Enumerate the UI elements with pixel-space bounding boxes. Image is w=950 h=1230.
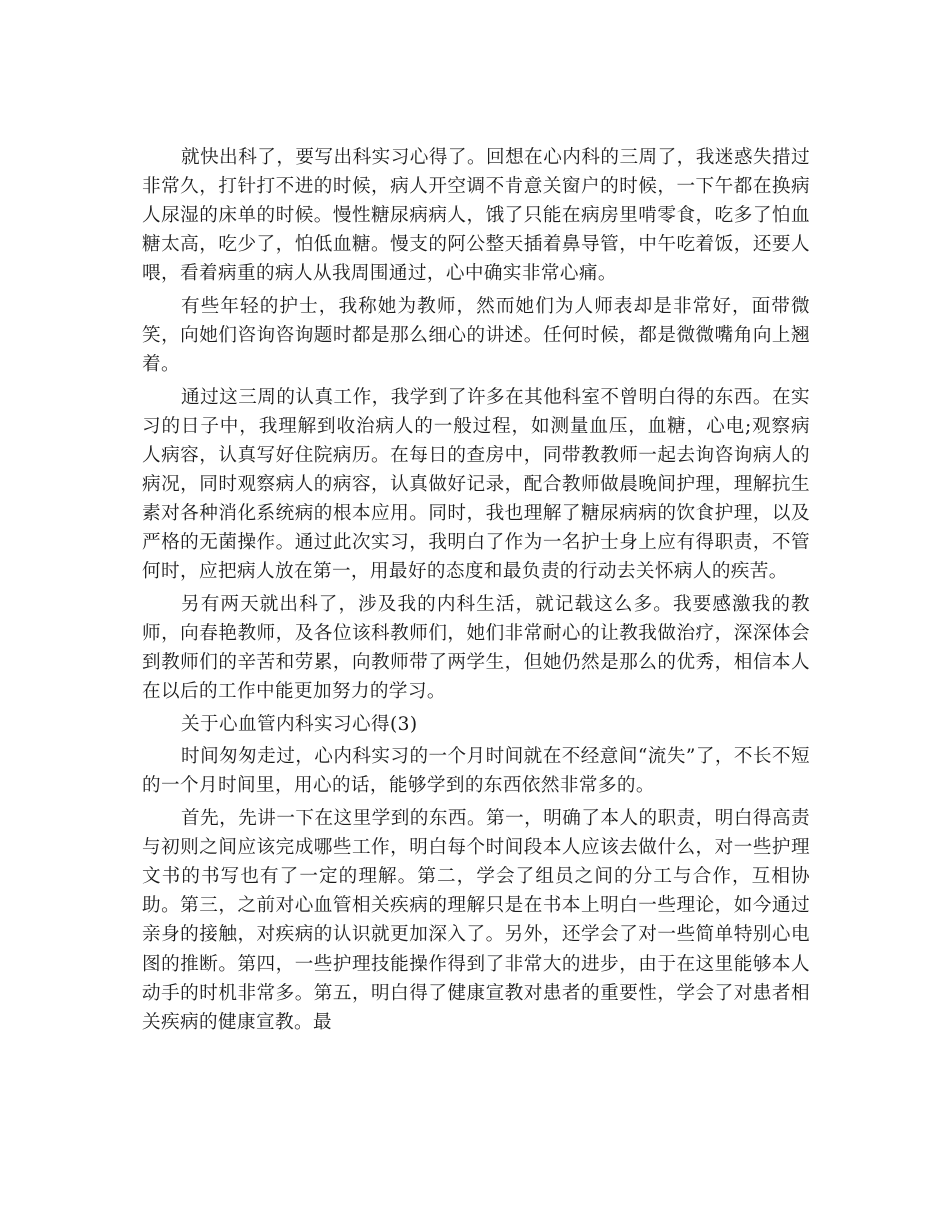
paragraph-2: 有些年轻的护士，我称她为教师，然而她们为人师表却是非常好，面带微笑，向她们咨询咨询题时都是那么细心的讲述。任何时候，都是微微嘴角向上翘着。: [142, 295, 810, 376]
paragraph-1: 就快出科了，要写出科实习心得了。回想在心内科的三周了，我迷惑失措过非常久，打针打不进的时候，病人开空调不肯意关窗户的时候，一下午都在换病人尿湿的床单的时候。慢性糖尿病病人，饿了只能在病房里啃零食，吃多了怕血糖太高，吃少了，怕低血糖。慢支的阿公整天插着鼻导管，中午吃着饭，还要人喂，看着病重的病人从我周围通过，心中确实非常心痛。: [142, 147, 810, 285]
paragraph-5: 时间匆匆走过，心内科实习的一个月时间就在不经意间“流失”了，不长不短的一个月时间里，用心的话，能够学到的东西依然非常多的。: [142, 746, 810, 797]
paragraph-6: 首先，先讲一下在这里学到的东西。第一，明确了本人的职责，明白得高责与初则之间应该完成哪些工作，明白每个时间段本人应该去做什么，对一些护理文书的书写也有了一定的理解。第二，学会了组员之间的分工与合作，互相协助。第三，之前对心血管相关疾病的理解只是在书本上明白一些理论，如今通过亲身的接触，对疾病的认识就更加深入了。另外，还学会了对一些简单特别心电图的推断。第四，一些护理技能操作得到了非常大的进步，由于在这里能够本人动手的时机非常多。第五，明白得了健康宣教对患者的重要性，学会了对患者相关疾病的健康宣教。最: [142, 808, 810, 1033]
section-heading: 关于心血管内科实习心得(3): [181, 713, 418, 735]
paragraph-3: 通过这三周的认真工作，我学到了许多在其他科室不曾明白得的东西。在实习的日子中，我理解到收治病人的一般过程，如测量血压，血糖，心电;观察病人病容，认真写好住院病历。在每日的查房中，同带教教师一起去询咨询病人的病况，同时观察病人的病容，认真做好记录，配合教师做晨晚间护理，理解抗生素对各种消化系统病的根本应用。同时，我也理解了糖尿病病的饮食护理，以及严格的无菌操作。通过此次实习，我明白了作为一名护士身上应有得职责，不管何时，应把病人放在第一，用最好的态度和最负责的行动去关怀病人的疾苦。: [142, 386, 810, 583]
document-body: [142, 143, 810, 1040]
paragraph-4: 另有两天就出科了，涉及我的内科生活，就记载这么多。我要感激我的教师，向春艳教师，及各位该科教师们，她们非常耐心的让教我做治疗，深深体会到教师们的辛苦和劳累，向教师带了两学生，但她仍然是那么的优秀，相信本人在以后的工作中能更加努力的学习。: [142, 593, 810, 703]
